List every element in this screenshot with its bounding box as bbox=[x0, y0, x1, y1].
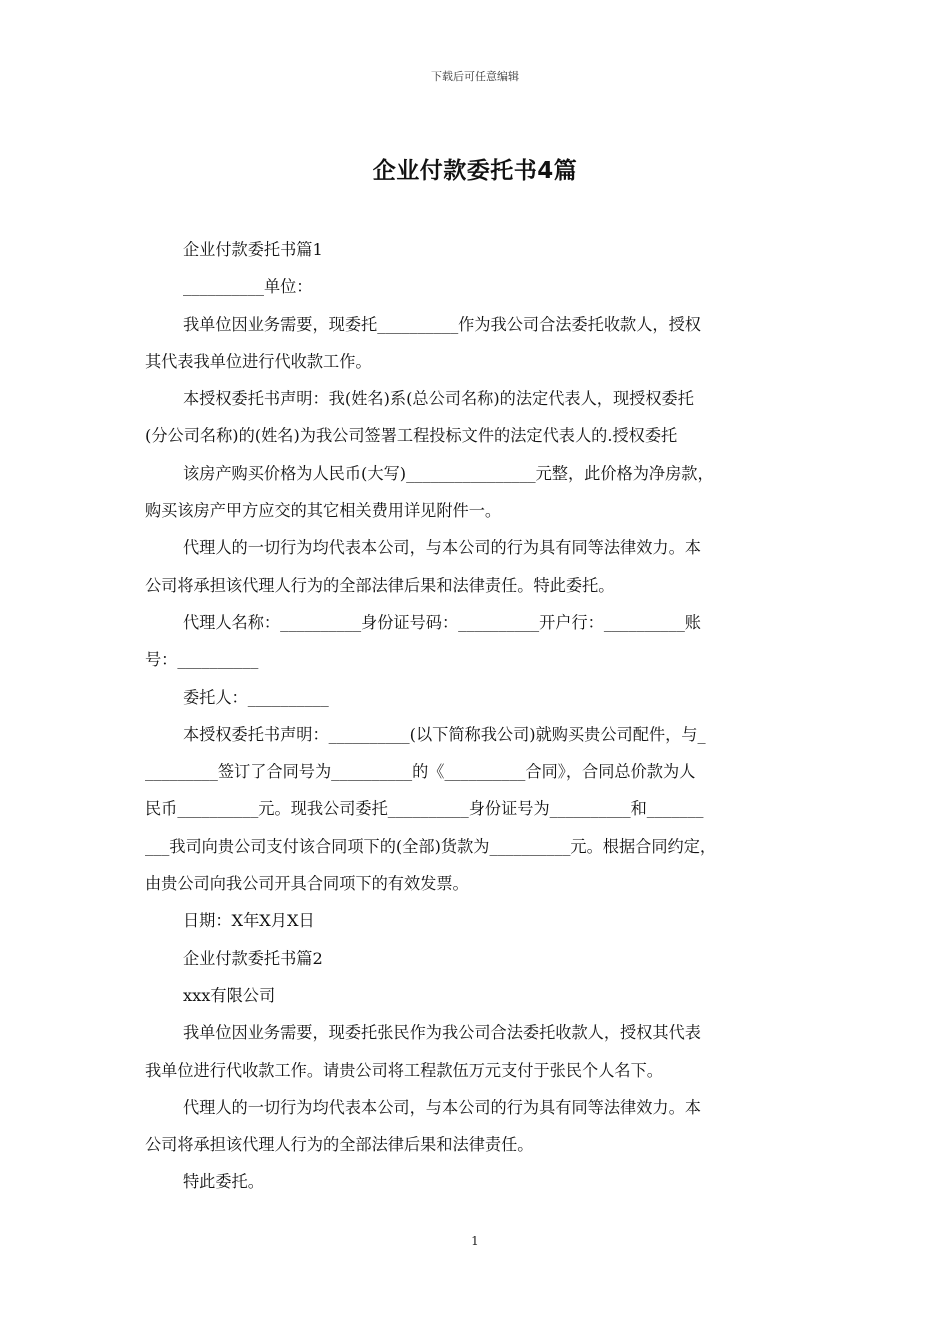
paragraph-line: 本授权委托书声明：__________(以下简称我公司)就购买贵公司配件，与_ bbox=[183, 724, 706, 744]
paragraph-line: 代理人的一切行为均代表本公司，与本公司的行为具有同等法律效力。本 bbox=[183, 538, 701, 558]
paragraph-line: 我单位进行代收款工作。请贵公司将工程款伍万元支付于张民个人名下。 bbox=[145, 1060, 663, 1080]
paragraph-line: 我单位因业务需要，现委托张民作为我公司合法委托收款人，授权其代表 bbox=[183, 1023, 701, 1043]
paragraph-line: 购买该房产甲方应交的其它相关费用详见附件一。 bbox=[145, 501, 502, 521]
paragraph-line: 公司将承担该代理人行为的全部法律后果和法律责任。 bbox=[145, 1135, 534, 1155]
header-note: 下载后可任意编辑 bbox=[431, 70, 519, 83]
paragraph-line: 日期：X年X月X日 bbox=[183, 911, 315, 931]
paragraph-line: 由贵公司向我公司开具合同项下的有效发票。 bbox=[145, 874, 469, 894]
paragraph-line: 号：__________ bbox=[145, 650, 259, 670]
page-number: 1 bbox=[471, 1234, 479, 1248]
paragraph-line: 特此委托。 bbox=[183, 1172, 264, 1192]
paragraph-line: 代理人的一切行为均代表本公司，与本公司的行为具有同等法律效力。本 bbox=[183, 1097, 701, 1117]
paragraph-line: 代理人名称：__________身份证号码：__________开户行：__________账 bbox=[183, 612, 701, 632]
paragraph-line: 企业付款委托书篇1 bbox=[183, 240, 323, 259]
paragraph-line: 本授权委托书声明：我(姓名)系(总公司名称)的法定代表人，现授权委托 bbox=[183, 389, 694, 409]
paragraph-line: 其代表我单位进行代收款工作。 bbox=[145, 351, 372, 371]
paragraph-line: 该房产购买价格为人民币(大写)________________元整，此价格为净房款， bbox=[183, 463, 714, 483]
document-body bbox=[145, 231, 813, 1201]
paragraph-line: 企业付款委托书篇2 bbox=[183, 948, 323, 968]
paragraph-line: __________单位： bbox=[183, 277, 313, 297]
paragraph-line: 公司将承担该代理人行为的全部法律后果和法律责任。特此委托。 bbox=[145, 575, 615, 595]
paragraph-line: ___我司向贵公司支付该合同项下的(全部)货款为__________元。根据合同约定， bbox=[145, 836, 717, 856]
paragraph-line: (分公司名称)的(姓名)为我公司签署工程投标文件的法定代表人的.授权委托 bbox=[145, 426, 678, 446]
paragraph-line: 民币__________元。现我公司委托__________身份证号为__________和_______ bbox=[145, 799, 704, 819]
paragraph-line: xxx有限公司 bbox=[183, 985, 276, 1005]
document-title: 企业付款委托书4篇 bbox=[372, 158, 578, 184]
paragraph-line: _________签订了合同号为__________的《__________合同》，合同总价款为人 bbox=[145, 762, 696, 782]
paragraph-line: 我单位因业务需要，现委托__________作为我公司合法委托收款人，授权 bbox=[183, 314, 701, 334]
paragraph-line: 委托人：__________ bbox=[183, 687, 329, 707]
